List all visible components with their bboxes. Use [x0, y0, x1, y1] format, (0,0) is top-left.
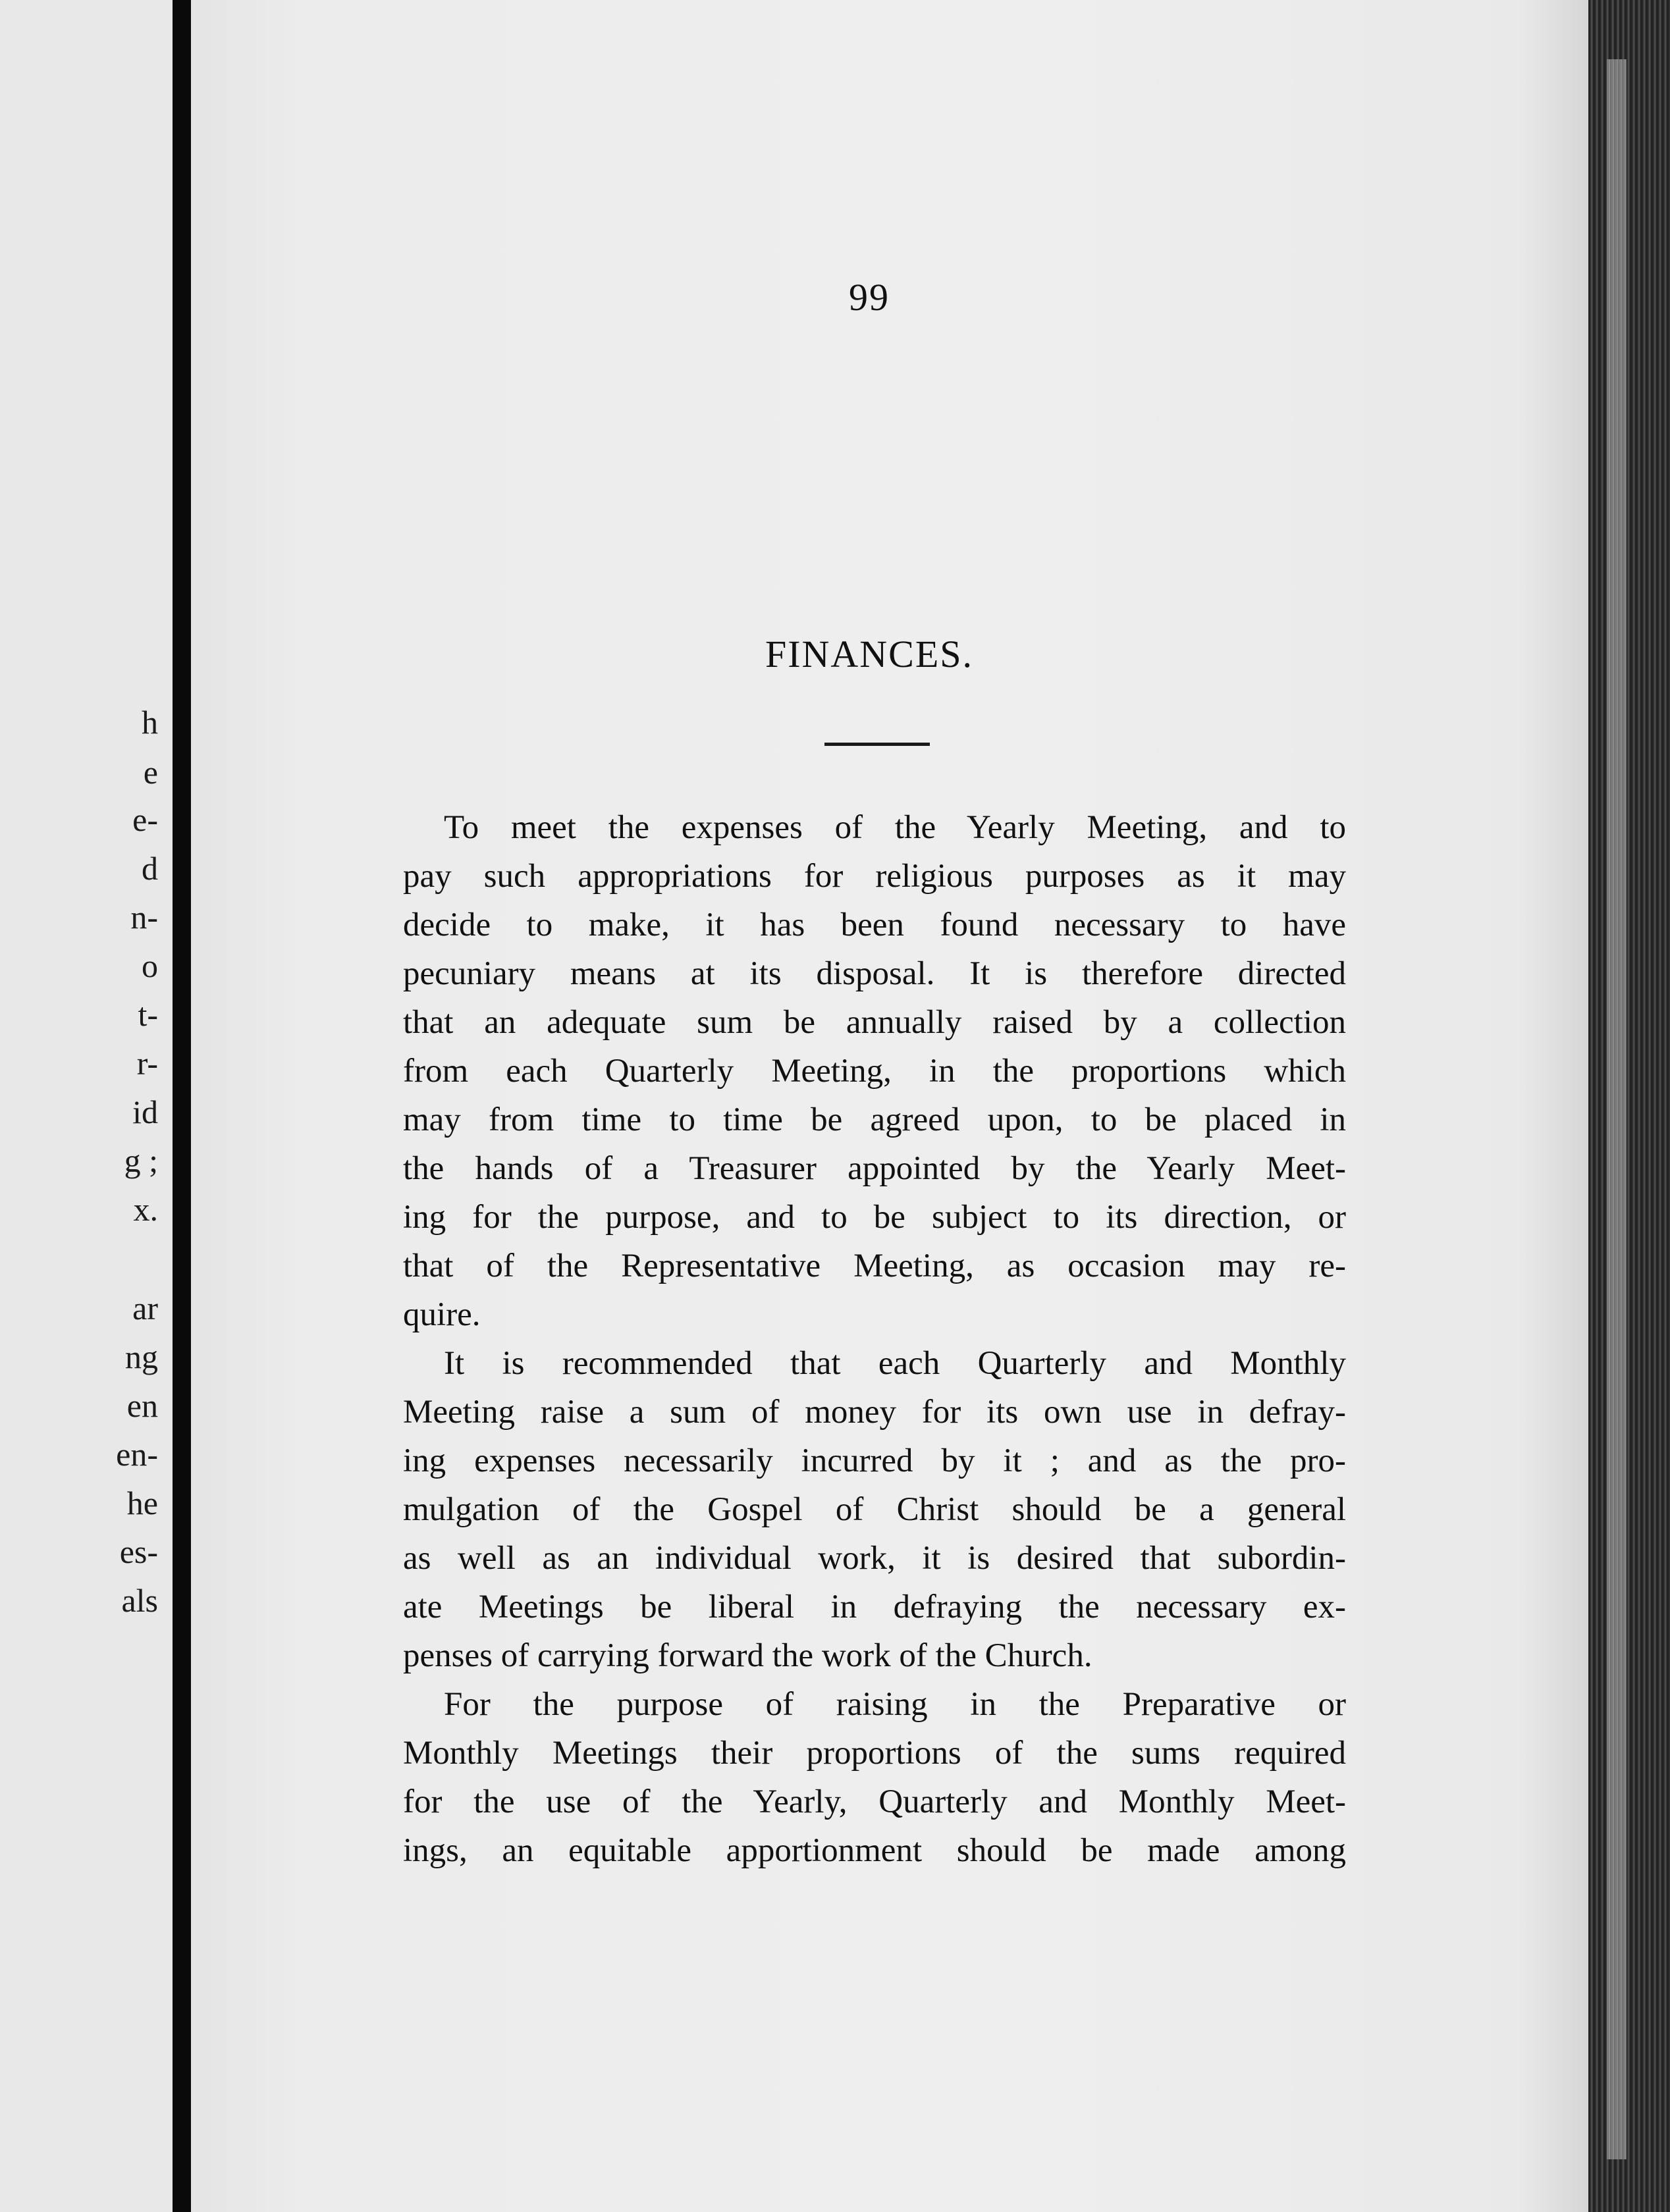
- left-page-fragment: e: [143, 754, 158, 791]
- text-line: Meeting raise a sum of money for its own use in defray-: [403, 1394, 1346, 1431]
- left-page-fragment: d: [142, 850, 158, 887]
- page-edges-highlight: [1607, 59, 1627, 2159]
- left-page-fragment: he: [126, 1485, 158, 1521]
- left-page-fragment: r-: [136, 1045, 158, 1082]
- text-line: Monthly Meetings their proportions of the sums required: [403, 1735, 1346, 1772]
- text-line: ings, an equitable apportionment should be made among: [403, 1832, 1346, 1869]
- left-page-fragment: h: [142, 704, 158, 741]
- text-line: pay such appropriations for religious purposes as it may: [403, 858, 1346, 895]
- section-title: FINANCES.: [765, 633, 974, 675]
- left-page-fragment: als: [121, 1582, 158, 1619]
- left-page-fragment: t-: [138, 996, 158, 1033]
- text-line: mulgation of the Gospel of Christ should be a general: [403, 1491, 1346, 1528]
- text-line: For the purpose of raising in the Preparative or: [444, 1686, 1346, 1723]
- text-line: pecuniary means at its disposal. It is therefore directed: [403, 955, 1346, 992]
- text-line: ate Meetings be liberal in defraying the necessary ex-: [403, 1589, 1346, 1625]
- text-line: that an adequate sum be annually raised by a collection: [403, 1004, 1346, 1041]
- text-line: may from time to time be agreed upon, to be placed in: [403, 1101, 1346, 1138]
- book-gutter: [173, 0, 191, 2212]
- text-line: penses of carrying forward the work of the Church.: [403, 1637, 1092, 1674]
- left-page-fragment: es-: [119, 1533, 158, 1570]
- text-line: as well as an individual work, it is desired that subordin-: [403, 1540, 1346, 1577]
- text-line: To meet the expenses of the Yearly Meeting, and to: [444, 809, 1346, 846]
- body-text: [403, 803, 1346, 1875]
- text-line: It is recommended that each Quarterly and Monthly: [444, 1345, 1346, 1382]
- left-page-fragment: o: [142, 947, 158, 984]
- left-page-fragment: n-: [130, 899, 158, 935]
- left-page-fragment: g ;: [124, 1142, 158, 1179]
- text-line: for the use of the Yearly, Quarterly and Monthly Meet-: [403, 1783, 1346, 1820]
- left-page-fragment: ar: [132, 1290, 158, 1327]
- text-line: ing expenses necessarily incurred by it ; and as the pro-: [403, 1442, 1346, 1479]
- text-line: ing for the purpose, and to be subject to its direction, or: [403, 1199, 1346, 1236]
- page-number: 99: [849, 276, 890, 319]
- left-page-fragment: id: [132, 1093, 158, 1130]
- text-line: the hands of a Treasurer appointed by the Yearly Meet-: [403, 1150, 1346, 1187]
- left-page-fragment: en-: [116, 1436, 158, 1473]
- left-page-fragment: e-: [132, 801, 158, 838]
- text-line: quire.: [403, 1296, 481, 1333]
- text-line: from each Quarterly Meeting, in the proportions which: [403, 1053, 1346, 1090]
- title-divider-rule: [824, 743, 930, 746]
- text-line: that of the Representative Meeting, as occasion may re-: [403, 1248, 1346, 1284]
- text-line: decide to make, it has been found necessary to have: [403, 907, 1346, 943]
- left-page-fragment: ng: [125, 1338, 158, 1375]
- left-page-fragment: en: [126, 1387, 158, 1424]
- left-page-fragment: x.: [133, 1191, 158, 1228]
- page-edges: [1588, 0, 1670, 2212]
